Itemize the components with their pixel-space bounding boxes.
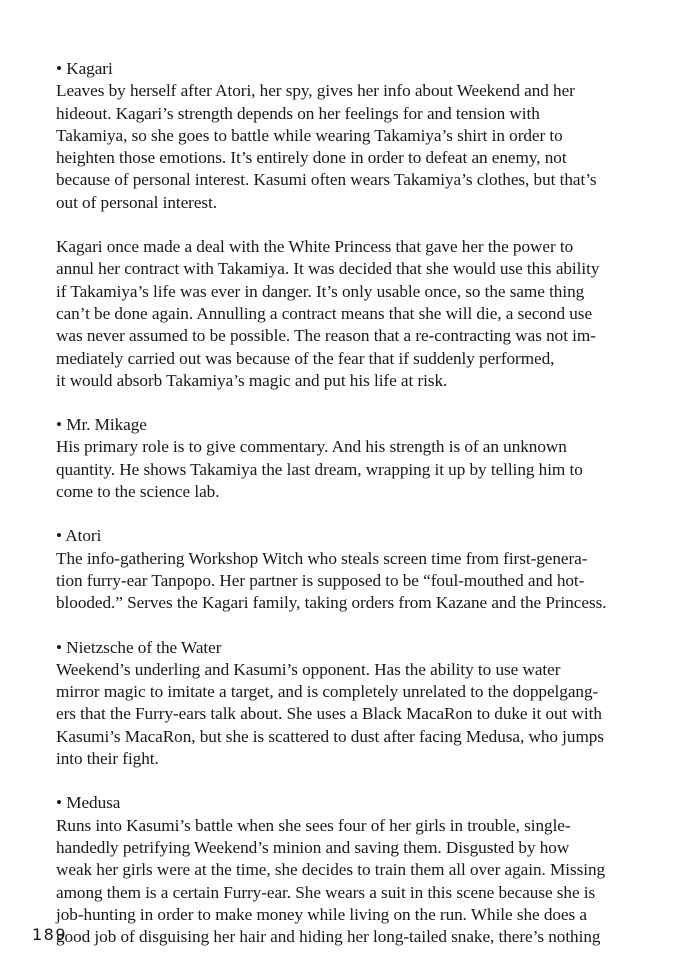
entry-heading: • Kagari	[56, 59, 113, 78]
paragraph-gap	[56, 214, 656, 236]
text-line: The info-gathering Workshop Witch who steals screen time from first-genera-	[56, 548, 588, 568]
entry-nietzsche-of-the-water	[56, 637, 656, 771]
text-line: Leaves by herself after Atori, her spy, gives her info about Weekend and her	[56, 81, 575, 101]
entry-heading: • Nietzsche of the Water	[56, 637, 222, 657]
text-line: blooded.” Serves the Kagari family, taking orders from Kazane and the Princess.	[56, 593, 607, 613]
text-line: Kagari once made a deal with the White Princess that gave her the power to	[56, 237, 574, 257]
text-line: into their fight.	[56, 749, 159, 769]
paragraph	[56, 80, 656, 214]
entry-heading: • Mr. Mikage	[56, 415, 147, 435]
text-line: if Takamiya’s life was ever in danger. It’s only usable once, so the same thing	[56, 281, 585, 301]
text-line: mirror magic to imitate a target, and is completely unrelated to the doppelgang-	[56, 682, 599, 702]
text-line: hideout. Kagari’s strength depends on her feelings for and tension with	[56, 103, 540, 123]
text-line: it would absorb Takamiya’s magic and put his life at risk.	[56, 370, 448, 390]
text-line: can’t be done again. Annulling a contract means that she will die, a second use	[56, 303, 593, 323]
paragraph	[56, 548, 656, 615]
entry-medusa	[56, 792, 656, 948]
text-line: Runs into Kasumi’s battle when she sees four of her girls in trouble, single-	[56, 815, 571, 835]
page-number: 189	[32, 925, 68, 944]
text-line: out of personal interest.	[56, 192, 218, 212]
paragraph	[56, 659, 656, 770]
text-line: because of personal interest. Kasumi often wears Takamiya’s clothes, but that’s	[56, 170, 597, 190]
text-line: job-hunting in order to make money while living on the run. While she does a	[56, 904, 587, 924]
text-line: was never assumed to be possible. The reason that a re-contracting was not im-	[56, 326, 596, 346]
text-line: Kasumi’s MacaRon, but she is scattered to dust after facing Medusa, who jumps	[56, 726, 604, 746]
entry-heading: • Medusa	[56, 793, 121, 813]
text-line: Weekend’s underling and Kasumi’s opponent. Has the ability to use water	[56, 659, 561, 679]
text-line: His primary role is to give commentary. And his strength is of an unknown	[56, 437, 567, 457]
paragraph	[56, 436, 656, 503]
text-line: good job of disguising her hair and hiding her long-tailed snake, there’s nothing	[56, 927, 601, 947]
text-line: weak her girls were at the time, she decides to train them all over again. Missing	[56, 860, 606, 880]
text-line: among them is a certain Furry-ear. She wears a suit in this scene because she is	[56, 882, 596, 902]
text-line: quantity. He shows Takamiya the last dream, wrapping it up by telling him to	[56, 459, 583, 479]
text-line: Takamiya, so she goes to battle while wearing Takamiya’s shirt in order to	[56, 125, 563, 145]
entry-kagari	[56, 58, 656, 392]
paragraph	[56, 815, 656, 949]
text-line: handedly petrifying Weekend’s minion and saving them. Disgusted by how	[56, 837, 570, 857]
entry-mr-mikage	[56, 414, 656, 503]
text-line: tion furry-ear Tanpopo. Her partner is supposed to be “foul-mouthed and hot-	[56, 570, 585, 590]
text-line: heighten those emotions. It’s entirely done in order to defeat an enemy, not	[56, 148, 567, 168]
text-line: annul her contract with Takamiya. It was decided that she would use this ability	[56, 259, 600, 279]
text-line: mediately carried out was because of the fear that if suddenly performed,	[56, 348, 555, 368]
paragraph	[56, 236, 656, 392]
entry-heading: • Atori	[56, 526, 102, 546]
document-page	[56, 58, 656, 970]
text-line: ers that the Furry-ears talk about. She uses a Black MacaRon to duke it out with	[56, 704, 602, 724]
entry-atori	[56, 525, 656, 614]
text-line: come to the science lab.	[56, 482, 220, 502]
